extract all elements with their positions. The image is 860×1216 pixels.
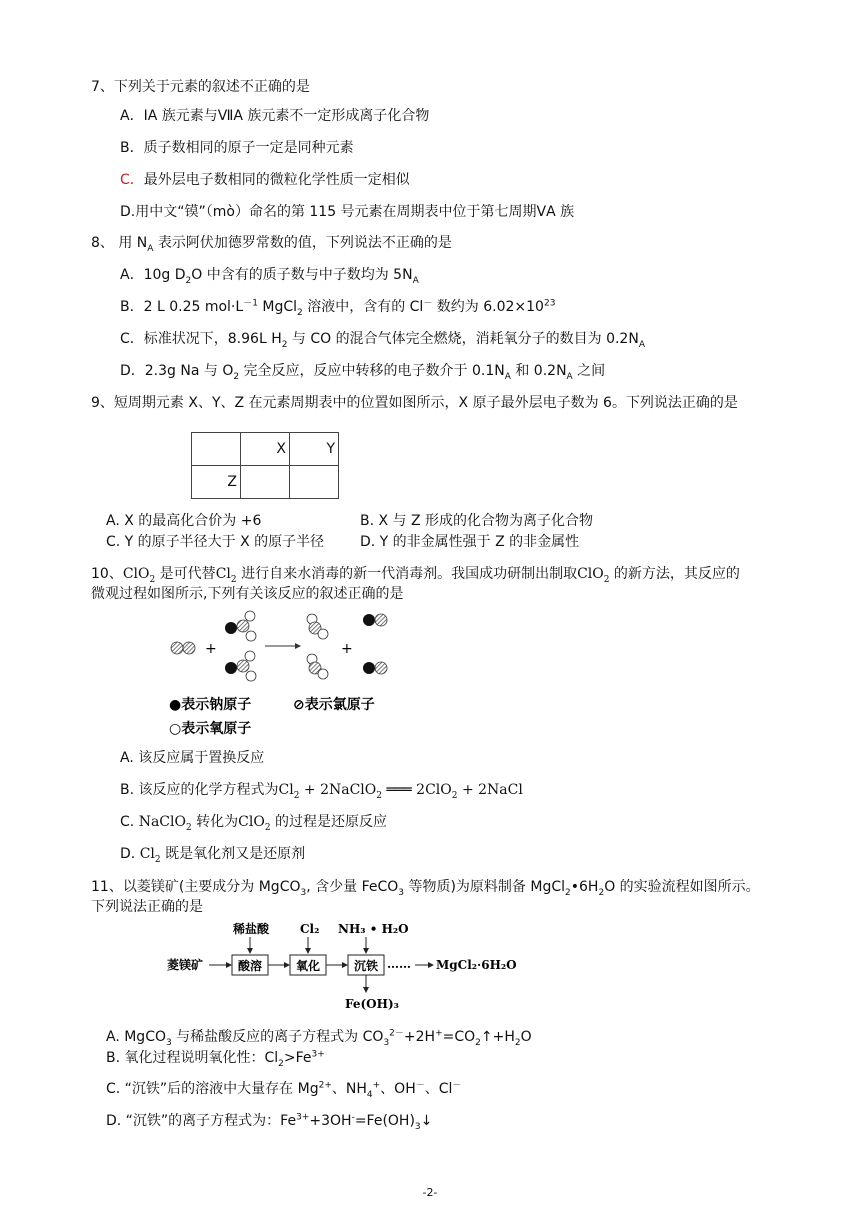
- q10-option-c: C. NaClO$_2$ 转化为ClO$_2$ 的过程是还原反应: [120, 814, 387, 833]
- naclo2-molecule: [225, 611, 256, 641]
- reagent-dilute-hcl: 稀盐酸: [233, 922, 270, 936]
- q11-stem-line1: 11、以菱镁矿(主要成分为 MgCO$_3$, 含少量 FeCO$_3$ 等物质)为原料制备 $MgCl_2•6H_2O$ 的实验流程如图所示。: [91, 879, 760, 898]
- q8-option-a: A．10g $D_2O$ 中含有的质子数与中子数均为 $5N_A$: [120, 267, 419, 286]
- nacl-molecule: [363, 662, 387, 674]
- page-number: -2-: [422, 1186, 438, 1199]
- q8-option-c: C．标准状况下，8.96L $H_2$ 与 CO 的混合气体完全燃烧，消耗氧分子的数目为 $0.2N_A$: [120, 331, 645, 350]
- step-acid-dissolve: 酸溶: [238, 959, 263, 973]
- clo2-molecule: [307, 614, 328, 639]
- q11-option-a: A. MgCO$_3$ 与稀盐酸反应的离子方程式为 $CO_3^{2-}+2H^+=CO_2↑+H_2O$: [106, 1028, 532, 1048]
- reaction-micro-diagram: [165, 607, 425, 739]
- flow-product: MgCl₂·6H₂O: [436, 958, 517, 972]
- q9-option-d: D. Y 的非金属性强于 Z 的非金属性: [360, 534, 580, 550]
- q10-stem-line2: 微观过程如图所示,下列有关该反应的叙述正确的是: [91, 586, 404, 602]
- q9-stem: 9、短周期元素 X、Y、Z 在元素周期表中的位置如图所示，X 原子最外层电子数为 6。下列说法正确的是: [91, 395, 738, 411]
- grid-cell: [241, 466, 290, 499]
- q9-option-b: B. X 与 Z 形成的化合物为离子化合物: [360, 513, 594, 529]
- grid-cell-z: Z: [192, 466, 241, 499]
- reagent-ammonia-water: NH₃ • H₂O: [338, 922, 409, 936]
- cl2-molecule: [171, 642, 195, 654]
- step-oxidation: 氧化: [296, 959, 321, 973]
- q9-option-c: C. Y 的原子半径大于 X 的原子半径: [106, 534, 325, 550]
- periodic-table-fragment: [191, 432, 339, 499]
- q10-option-a: A. 该反应属于置换反应: [120, 750, 265, 766]
- plus-sign: +: [341, 641, 353, 657]
- flow-ellipsis: ……: [387, 957, 411, 971]
- q10-option-d: D. $Cl_2$ 既是氧化剂又是还原剂: [120, 846, 306, 865]
- step-iron-precipitation: 沉铁: [354, 959, 379, 973]
- q8-option-b: B．2 L 0.25 $mol\cdot L^{-1}$ MgCl$_2$ 溶液中，含有的 Cl－ 数约为 $6.02\times 10^{23}$: [120, 298, 556, 318]
- q11-option-b: B. 氧化过程说明氧化性：$Cl_2>Fe^{3+}$: [106, 1049, 325, 1069]
- nacl-molecule: [363, 614, 387, 626]
- flow-start-ore: 菱镁矿: [167, 958, 204, 972]
- q7-stem: 7、下列关于元素的叙述不正确的是: [91, 79, 310, 95]
- q7-option-d: D.用中文“镆”（mò）命名的第 115 号元素在周期表中位于第七周期ⅤA 族: [120, 204, 575, 220]
- q7-option-c: C．最外层电子数相同的微粒化学性质一定相似: [120, 172, 410, 188]
- legend-chlorine: ⊘表示氯原子: [293, 697, 375, 713]
- grid-cell-y: Y: [290, 433, 339, 466]
- legend-oxygen: ○表示氧原子: [169, 721, 252, 737]
- q11-stem-line2: 下列说法正确的是: [91, 899, 203, 915]
- reaction-arrow: [265, 643, 301, 649]
- plus-sign: +: [205, 641, 217, 657]
- q9-option-a: A. X 的最高化合价为 +6: [106, 513, 262, 529]
- q7-option-c-label: C．: [120, 172, 144, 188]
- naclo2-molecule: [225, 651, 256, 681]
- grid-cell: [290, 466, 339, 499]
- q10-option-b: B. 该反应的化学方程式为$Cl_2$ + 2NaClO$_2$ ═══ 2ClO$_2$ + 2NaCl: [120, 782, 523, 801]
- na-atom: [225, 622, 237, 634]
- q8-stem: 8、 用 $N_A$ 表示阿伏加德罗常数的值，下列说法不正确的是: [91, 235, 452, 254]
- flow-byproduct: Fe(OH)₃: [345, 997, 399, 1011]
- q11-option-c: C. “沉铁”后的溶液中大量存在 $Mg^{2+}$、$NH_4^+$、OH－、Cl－: [106, 1080, 462, 1100]
- q8-option-d: D．2.3g Na 与 $O_2$ 完全反应，反应中转移的电子数介于 $0.1N_A$ 和 $0.2N_A$ 之间: [120, 363, 606, 382]
- q7-option-a: A．ⅠA 族元素与ⅦA 族元素不一定形成离子化合物: [120, 108, 430, 124]
- process-flow-diagram: [165, 918, 525, 1014]
- legend-sodium: ●表示钠原子: [169, 697, 252, 713]
- q7-option-b: B．质子数相同的原子一定是同种元素: [120, 140, 354, 156]
- grid-cell: [192, 433, 241, 466]
- reagent-chlorine: Cl₂: [300, 922, 320, 936]
- clo2-molecule: [307, 654, 328, 679]
- q11-option-d: D. “沉铁”的离子方程式为：$Fe^{3+}+3OH^-=Fe(OH)_3↓$: [106, 1112, 433, 1132]
- na-atom: [225, 662, 237, 674]
- grid-cell-x: X: [241, 433, 290, 466]
- q10-stem-line1: 10、ClO$_2$ 是可代替$Cl_2$ 进行自来水消毒的新一代消毒剂。我国成功研制出制取ClO$_2$ 的新方法，其反应的: [91, 566, 740, 585]
